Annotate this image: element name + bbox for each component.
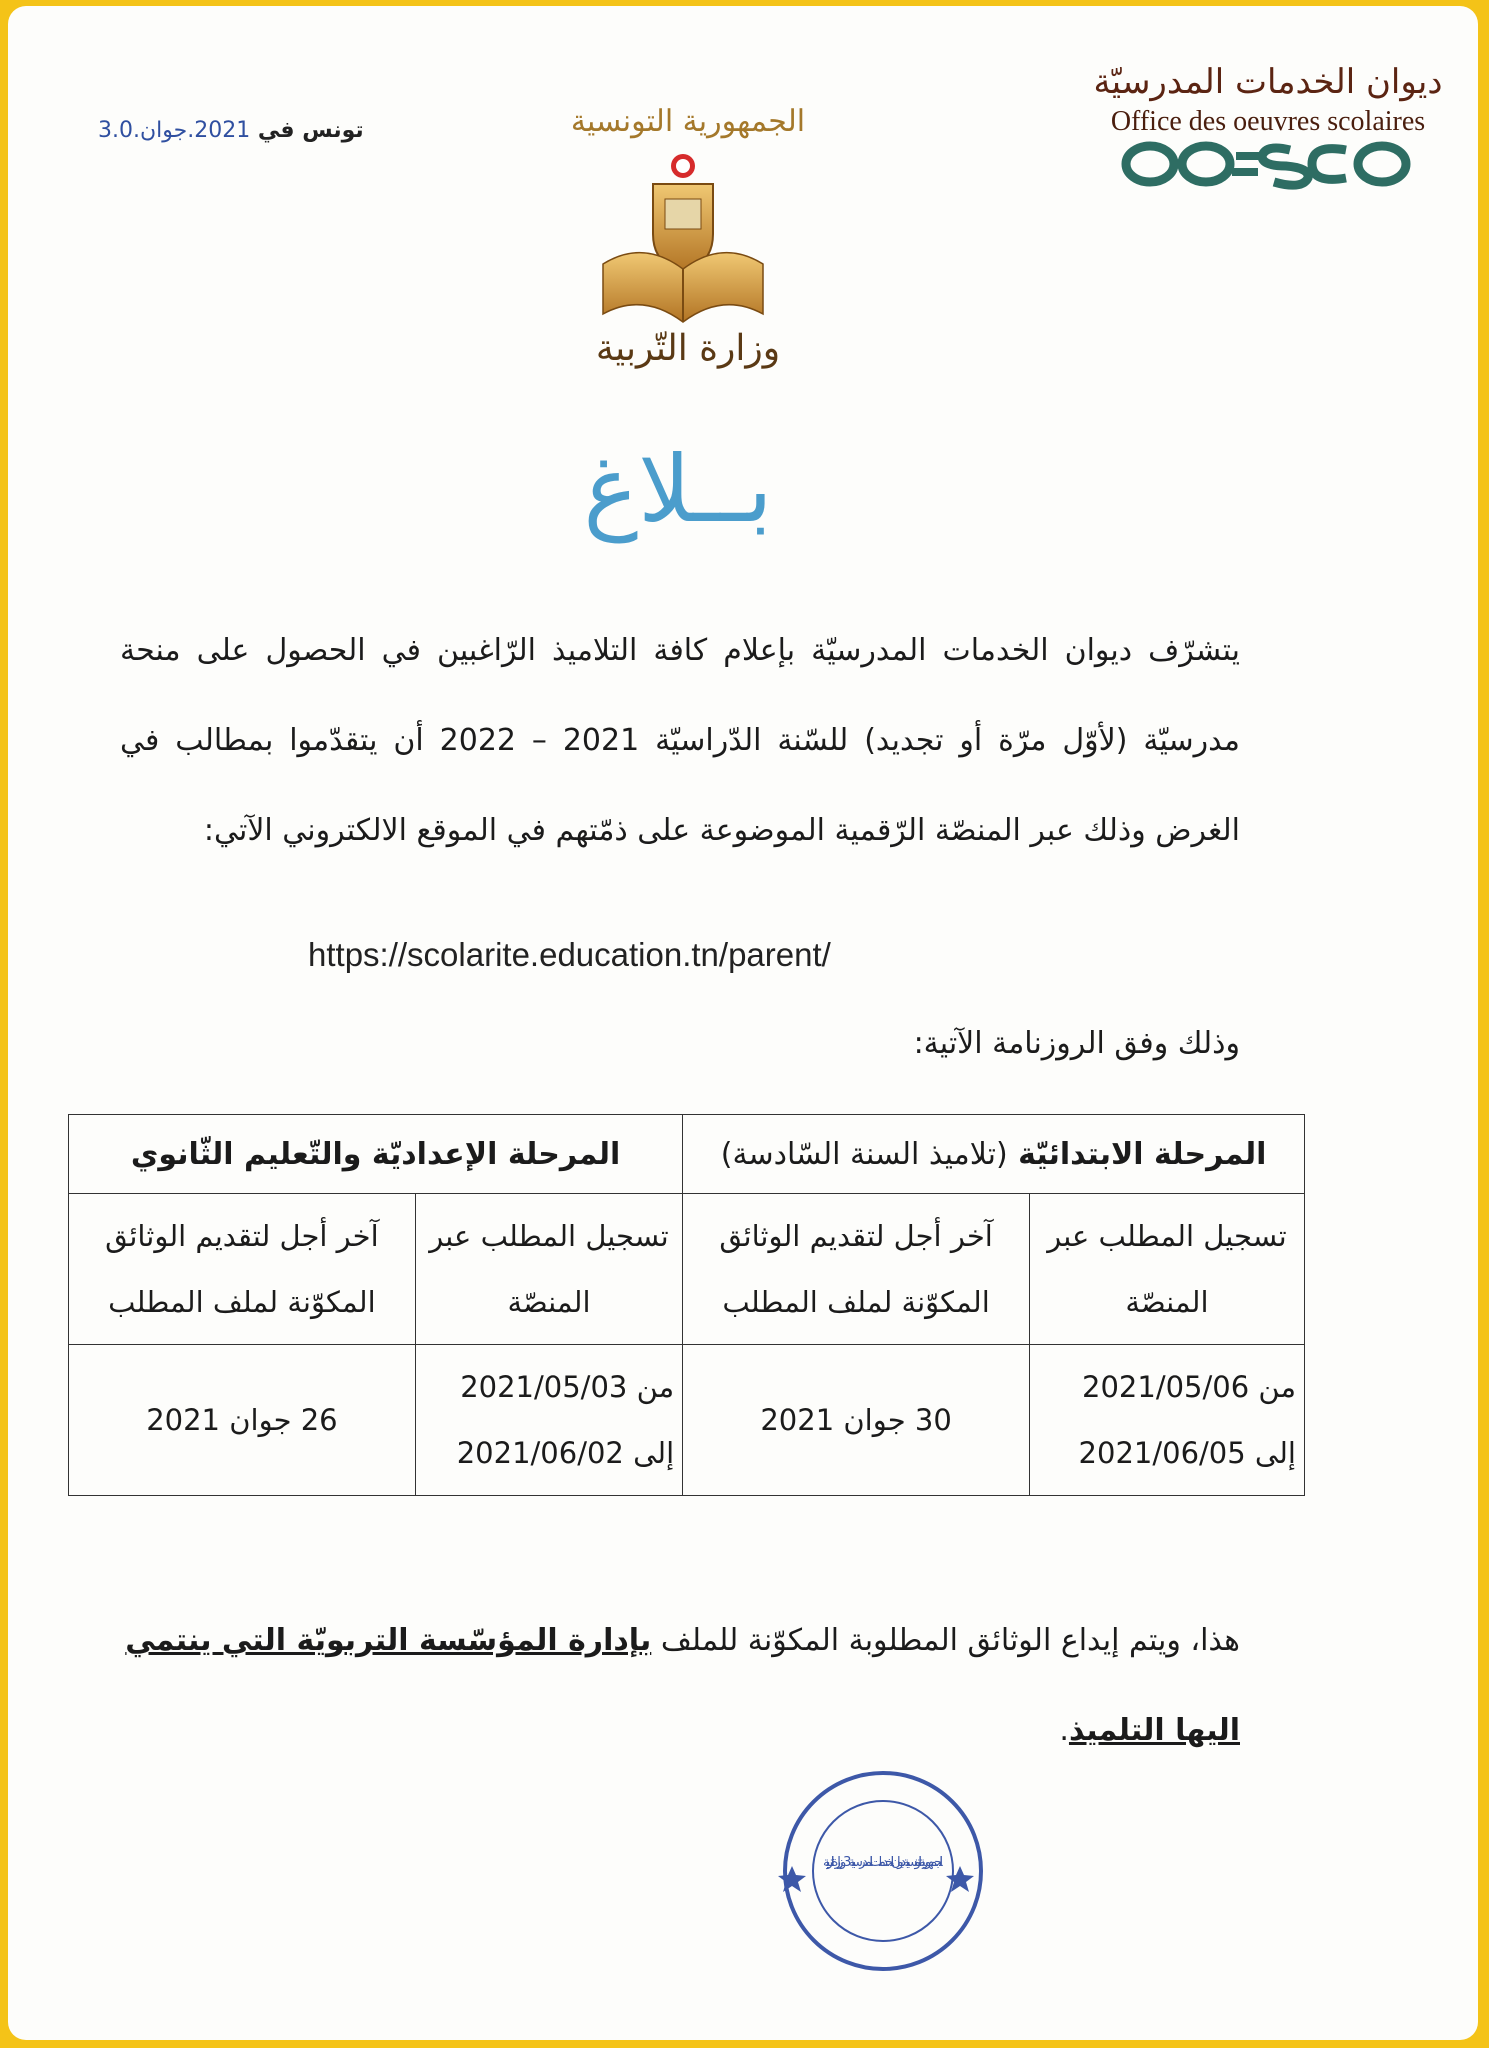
announcement-paragraph: يتشرّف ديوان الخدمات المدرسيّة بإعلام كافة التلاميذ الرّاغبين في الحصول على منحة مدرسيّة (لأوّل مرّة أو تجديد) للسّنة الدّراسيّة 2021 – 2022 أن يتقدّموا بمطالب في الغرض وذلك عبر المنصّة الرّقمية الموضوعة على ذمّتهم في الموقع الالكتروني الآتي: bbox=[120, 633, 1240, 848]
agenda-intro: وذلك وفق الروزنامة الآتية: bbox=[913, 1026, 1240, 1061]
closing-note: هذا، ويتم إيداع الوثائق المطلوبة المكوّنة للملف بإدارة المؤسّسة التربويّة التي ينتمي اليها التلميذ. bbox=[125, 1623, 1240, 1748]
svg-text:oesco: oesco bbox=[1224, 174, 1227, 175]
primary-heading: المرحلة الابتدائيّة (تلاميذ السنة السّادسة) bbox=[683, 1115, 1305, 1194]
primary-deadline: 30 جوان 2021 bbox=[683, 1345, 1030, 1496]
secondary-heading: المرحلة الإعداديّة والتّعليم الثّانوي bbox=[69, 1115, 683, 1194]
office-name-ar: ديوان الخدمات المدرسيّة bbox=[1093, 62, 1443, 102]
oesco-logo-icon bbox=[1120, 134, 1420, 194]
secondary-deadline: 26 جوان 2021 bbox=[69, 1345, 416, 1496]
platform-url[interactable]: https://scolarite.education.tn/parent/ bbox=[308, 936, 831, 973]
office-name-fr: Office des oeuvres scolaires bbox=[1110, 106, 1426, 137]
note-emphasis: بإدارة المؤسّسة التربويّة التي ينتمي اليها التلميذ bbox=[125, 1623, 1240, 1748]
ministry-emblem-icon bbox=[593, 144, 773, 334]
date-label: تونس في bbox=[257, 118, 364, 143]
schedule-table bbox=[68, 1114, 1305, 1496]
secondary-col-register: تسجيل المطلب عبر المنصّة bbox=[415, 1194, 682, 1345]
date-line bbox=[98, 118, 364, 143]
official-seal-icon bbox=[778, 1766, 988, 1976]
secondary-range: من 2021/05/03 إلى 2021/06/02 bbox=[415, 1345, 682, 1496]
date-value: 2021.جوان.3.0 bbox=[98, 118, 251, 143]
notice-title: بــلاغ bbox=[583, 436, 773, 543]
secondary-col-deadline: آخر أجل لتقديم الوثائق المكوّنة لملف المطلب bbox=[69, 1194, 416, 1345]
primary-range: من 2021/05/06 إلى 2021/06/05 bbox=[1029, 1345, 1304, 1496]
primary-col-deadline: آخر أجل لتقديم الوثائق المكوّنة لملف المطلب bbox=[683, 1194, 1030, 1345]
seal-text: الجمهورية التونسية ديوان الخدمات المدرسية 3 وزارة التربية bbox=[823, 1855, 943, 1870]
republic-title: الجمهورية التونسية bbox=[570, 104, 806, 139]
primary-col-register: تسجيل المطلب عبر المنصّة bbox=[1029, 1194, 1304, 1345]
ministry-name: وزارة التّربية bbox=[595, 328, 781, 369]
document-sheet bbox=[8, 6, 1478, 2040]
